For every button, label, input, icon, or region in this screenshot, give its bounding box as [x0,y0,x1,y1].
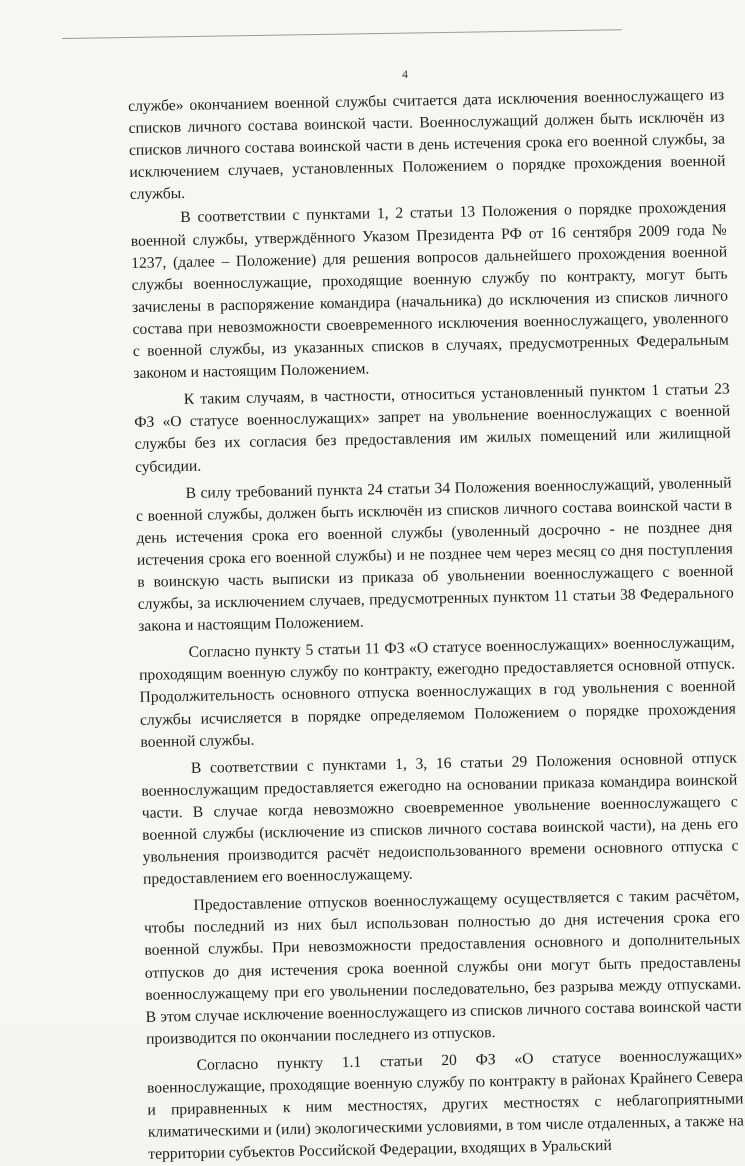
paragraph-housing-ban: К таким случаям, в частности, относиться установленный пунктом 1 статьи 23 ФЗ «О статусе военнослужащих» запрет на увольнение военнослужащих с военной службы без их согласия без предоставления им жилых помещений или жилищной субсидии. [134,380,731,476]
paragraph-article-34: В силу требований пункта 24 статьи 34 Положения военнослужащий, уволенный с военной службы, должен быть исключён из списков личного состава воинской части в день истечения срока его военной службы (уволенный досрочно - не позднее дня истечения срока его военной службы) и не позднее чем через месяц со дня поступления в воинскую часть выписки из приказа об увольнении военнослужащего с военной службы, за исключением случаев, предусмотренных пунктом 11 статьи 38 Федерального закона и настоящим Положением. [135,474,734,636]
paragraph-annual-leave: Согласно пункту 5 статьи 11 ФЗ «О статусе военнослужащих» военнослужащим, проходящим военную службу по контракту, ежегодно предоставляется основной отпуск. Продолжительность основного отпуска военнослужащих в год увольнения с военной службы исчисляется в порядке определяемом Положением о порядке прохождения военной службы. [138,633,737,751]
paragraph-article-13: В соответствии с пунктами 1, 2 статьи 13 Положения о порядке прохождения военной службы, утверждённого Указом Президента РФ от 16 сентября 2009 года № 1237, (далее – Положение) для решения вопросов дальнейшего прохождения военной службы военнослужащие, проходящие военную службу по контракту, могут быть зачислены в распоряжение командира (начальника) до исключения из списков личного состава при невозможности своевременного исключения военнослужащего, уволенного с военной службы, из указанных списков в случаях, предусмотренных Федеральным законом и настоящим Положением. [130,199,729,383]
page-edge-line [62,29,622,39]
paragraph-leave-calculation: Предоставление отпусков военнослужащему осуществляется с таким расчётом, чтобы последний из них был использован полностью до дня истечения срока его военной службы. При невозможности предоставления основного и дополнительных отпусков до дня истечения срока военной службы они могут быть предоставлены военнослужащему при его увольнении последовательно, без разрыва между отпусками. В этом случае исключение военнослужащего из списков личного состава воинской части производится по окончании последнего из отпусков. [143,886,742,1048]
document-body [128,85,744,1166]
paragraph-article-20: Согласно пункту 1.1 статьи 20 ФЗ «О статусе военнослужащих» военнослужащие, проходящие военную службу по контракту в районах Крайнего Севера и приравненных к ним местностях, других местностях с неблагоприятными климатическими и (или) экологическими условиями, в том числе отдаленных, а также на территории субъектов Российской Федерации, входящих в Уральский [146,1046,744,1164]
paragraph-article-29: В соответствии с пунктами 1, 3, 16 статьи 29 Положения основной отпуск военнослужащим предоставляется ежегодно на основании приказа командира воинской части. В случае когда невозможно своевременное увольнение военнослужащего с военной службы (исключение из списков личного состава воинской части), на день его увольнения производится расчёт недоиспользованного времени основного отпуска с предоставлением его военнослужащему. [141,749,739,889]
page-number: 4 [402,67,408,81]
paragraph-service-end: службе» окончанием военной службы считается дата исключения военнослужащего из списков личного состава воинской части. Военнослужащий должен быть исключён из списков личного состава воинской части в день истечения срока его военной службы, за исключением случаев, установленных Положением о порядке прохождения военной службы. [128,86,726,204]
